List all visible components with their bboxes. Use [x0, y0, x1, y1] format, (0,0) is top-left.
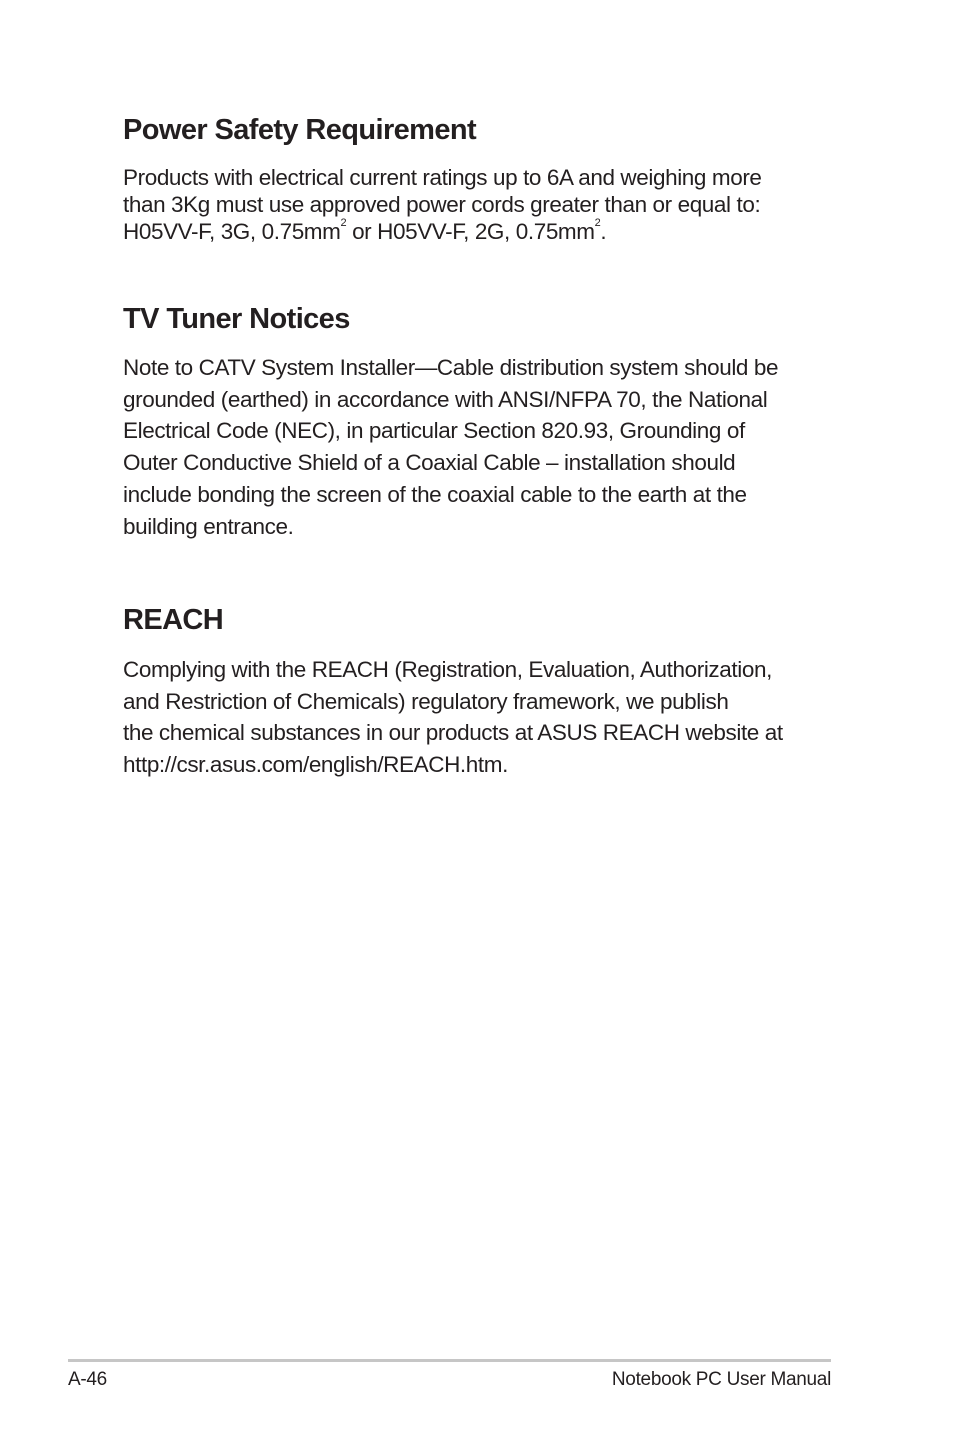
heading-tv-tuner: TV Tuner Notices [123, 303, 350, 335]
text-line: Outer Conductive Shield of a Coaxial Cable – installation should [123, 450, 736, 476]
text-line: than 3Kg must use approved power cords greater than or equal to: [123, 192, 761, 217]
text-line: the chemical substances in our products at ASUS REACH website at [123, 720, 783, 746]
text-line: Products with electrical current ratings up to 6A and weighing more [123, 165, 762, 190]
section-reach [123, 602, 835, 781]
heading-power-safety: Power Safety Requirement [123, 114, 477, 146]
footer-manual-title: Notebook PC User Manual [611, 1369, 831, 1390]
spec-text: or H05VV-F, 2G, 0.75mm [346, 219, 595, 244]
text-line: grounded (earthed) in accordance with ANSI/NFPA 70, the National [123, 386, 768, 412]
footer-divider [68, 1359, 831, 1362]
text-line: include bonding the screen of the coaxial cable to the earth at the [123, 481, 747, 507]
power-cord-spec-line [123, 218, 835, 245]
paragraph-power-safety [123, 164, 835, 245]
superscript: 2 [594, 217, 601, 229]
text-line: building entrance. [123, 513, 294, 539]
text-line: Electrical Code (NEC), in particular Section 820.93, Grounding of [123, 418, 745, 444]
text-line: Complying with the REACH (Registration, Evaluation, Authorization, [123, 657, 772, 682]
section-power-safety [123, 112, 835, 245]
reach-url-text: http://csr.asus.com/english/REACH.htm. [123, 752, 508, 778]
section-tv-tuner [123, 301, 835, 542]
spec-text: . [600, 219, 607, 244]
spec-text: H05VV-F, 3G, 0.75mm [123, 219, 341, 244]
superscript: 2 [340, 217, 347, 229]
footer-page-number: A-46 [68, 1369, 107, 1390]
heading-reach: REACH [123, 604, 224, 636]
text-line: and Restriction of Chemicals) regulatory framework, we publish [123, 688, 729, 714]
text-line: Note to CATV System Installer—Cable distribution system should be [123, 355, 779, 380]
paragraph-tv-tuner [123, 352, 835, 542]
paragraph-reach [123, 654, 835, 781]
